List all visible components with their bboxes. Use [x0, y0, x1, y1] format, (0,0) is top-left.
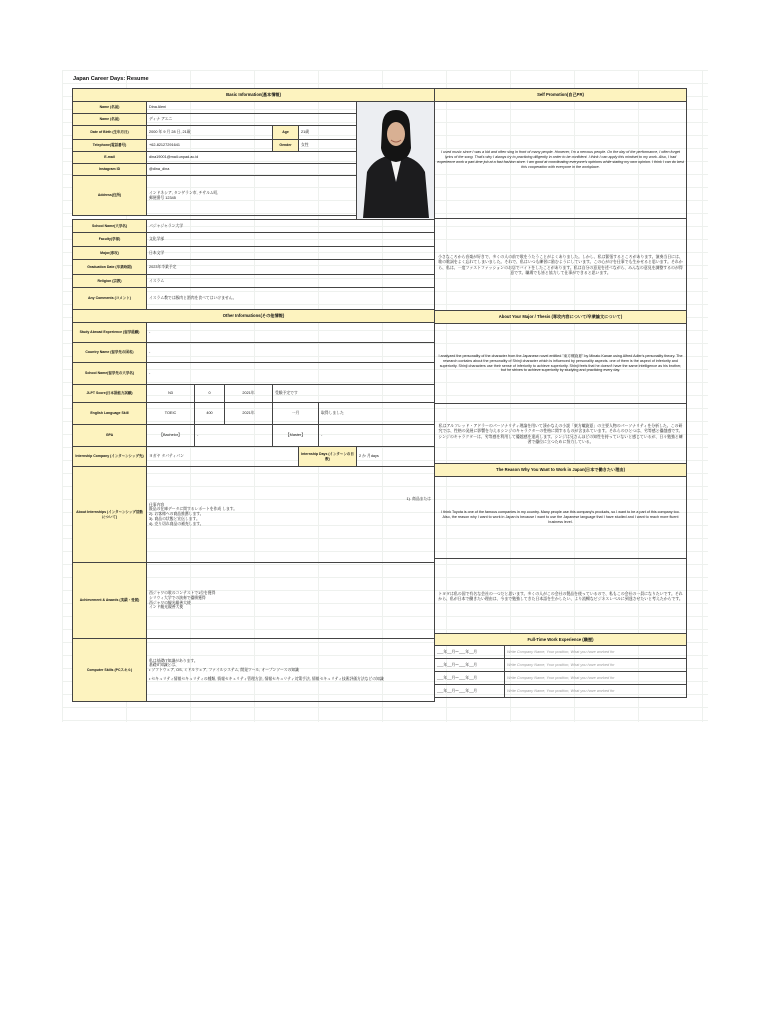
- name-label: Name (名前): [73, 102, 147, 114]
- intern-company-label: Internship Company (インターンシップ先): [73, 447, 147, 467]
- fulltime-date-1: ___年__月～___年__月: [435, 646, 505, 659]
- jlpt-level: N3: [147, 385, 195, 403]
- profile-photo-cell: [357, 102, 435, 220]
- address-value: [147, 176, 357, 216]
- intern-line-3: 2). お客様への商品推薦します。: [149, 512, 204, 517]
- intern-line-2: 既品の在庫データに関するレポートを作成 します。: [149, 507, 238, 512]
- computer-line-2: 基礎IT知識とは、: [149, 663, 179, 668]
- english-note: 取得しました: [319, 403, 435, 425]
- fulltime-desc-3: Write Company Name, Your position, What you have worked for: [505, 672, 687, 685]
- about-intern-value: [147, 467, 435, 563]
- study-abroad-label: Study Abroad Experience (留学経験): [73, 323, 147, 343]
- instagram-label: Instagram ID: [73, 164, 147, 176]
- major-value: 日本文学: [147, 247, 435, 260]
- gpa-bachelor-label: 【Bachelor】: [147, 425, 195, 447]
- fulltime-header: Full-Time Work Experience (職歴): [435, 634, 687, 646]
- kana-name-label: Name (名前): [73, 114, 147, 126]
- address-line-2: 郵便番号 12345: [149, 195, 176, 200]
- fulltime-date-3: ___年__月～___年__月: [435, 672, 505, 685]
- gender-value: 女性: [299, 140, 357, 152]
- jlpt-label: JLPT Score(日本語能力試験): [73, 385, 147, 403]
- english-month: 一月: [273, 403, 319, 425]
- study-abroad-value: -: [147, 323, 435, 343]
- person-photo-icon: [357, 102, 434, 218]
- reason-japanese: トヨタは私の国で有名な会社の一つだと思います。多くの人がこの会社の製品を使っているので、私もこの会社の一員になりたいです。それから、私が日本で働きたい理由は、今まで勉強してきた日本語を生かしたい、より流暢なビジネスレベルに到達させたいと考えたからです。: [435, 559, 687, 634]
- name-value: Dina Aleni: [147, 102, 357, 114]
- major-thesis-english: I analyzed the personality of the character from the Japanese novel entitled "東方螺旋夏" by Minato Kanae using Alfred Adler's personality theory. The research contains about the personality of Shinji character which is influenced by personality aspects. one of them is the aspect of inferiority and superiority. Shinji characters use their sense of inferiority to achieve superiority. Shinji feels that he doesn't have the same intelligence as his brother, but he strives to achieve superiority by studying and practicing every day.: [435, 324, 687, 404]
- dob-value: 2000 年 9 月 28 日, 21歳: [147, 126, 273, 140]
- address-line-1: インドネシア, タンゲラン市, チサルム町,: [149, 190, 219, 195]
- about-intern-label: About Internships (インターンシップ活動について): [73, 467, 147, 563]
- jlpt-note: 受験予定です: [273, 385, 435, 403]
- graduation-label: Graduation Date (卒業時期): [73, 260, 147, 275]
- computer-label: Computer Skills (PCスキル): [73, 639, 147, 702]
- gpa-master-label: 【Master】: [273, 425, 319, 447]
- self-pr-header: Self Promotion(自己PR): [435, 89, 687, 102]
- graduation-value: 2023年卒業予定: [147, 260, 435, 275]
- document-title: Japan Career Days: Resume: [73, 76, 149, 82]
- school-value: パジャジャラン大学: [147, 220, 435, 233]
- fulltime-date-4: ___年__月～___年__月: [435, 685, 505, 698]
- country-label: Country Name (留学先の国名): [73, 343, 147, 363]
- school-label: School Name(大学名): [73, 220, 147, 233]
- gpa-label: GPA: [73, 425, 147, 447]
- reason-english: I think Toyota is one of the famous companies in my country. Many people use this company's products, so I want to be a part of this company too. Also, the reason why I want to work in Japan is because I want to use the Japanese language that I have studied and I want to reach more fluent business level.: [435, 477, 687, 559]
- self-pr-japanese: 小さなころから音楽が好きで、多くの人の前で歌をうたうことがよくありました。しかし、私は緊張するところがあります。演奏当日には、歌の歌詞をよく忘れてしまいました。それで、私はいつも練習に励むようにしています。この心がけを仕事でも生かせると思います。それから、私は、一度ファストファッションのお店でバイトをしたことがあります。私は自分の意見を述べながら、みんなの意見を調整するのが得意です。職場でも皆と協力して仕事ができると思います。: [435, 219, 687, 311]
- achievement-label: Achievement & Awards (実績・受賞): [73, 563, 147, 639]
- achievement-line-3: 西ジャワの観光親善大使: [149, 600, 191, 605]
- intern-line-4: 3). 商品の状態と宣伝します。: [149, 516, 200, 521]
- reason-header: The Reason Why You Want to Work in Japan(日本で働きたい理由): [435, 464, 687, 477]
- computer-value: [147, 639, 435, 702]
- abroad-school-label: School Name(留学先の大学名): [73, 363, 147, 385]
- religion-label: Religion (宗教): [73, 275, 147, 288]
- comments-value: イスラム教では豚肉と酒肉を食べてはいけません。: [147, 288, 435, 310]
- gpa-master-value: -: [319, 425, 435, 447]
- computer-line-3: • ソフトウェア, OS, ミドルウェア, ファイルシステム, 開発ツール, オープンソースの知識: [149, 668, 299, 672]
- intern-line-1: 仕事内容: [149, 502, 165, 507]
- fulltime-desc-4: Write Company Name, Your position, What you have worked for: [505, 685, 687, 698]
- computer-line-5: • セキュリティ情報セキュリティの種類, 情報セキュリティ管理方法, 情報セキュリティ対策手法, 情報セキュリティ技術評価方法などの知識: [149, 676, 384, 681]
- jlpt-year: 2021年: [225, 385, 273, 403]
- left-table: [72, 88, 435, 702]
- profile-photo: [357, 102, 434, 219]
- fulltime-desc-2: Write Company Name, Your position, What you have worked for: [505, 659, 687, 672]
- age-label: Age: [273, 126, 299, 140]
- telephone-label: Telephone(電話番号): [73, 140, 147, 152]
- kana-name-value: ディナ アエニ: [147, 114, 357, 126]
- religion-value: イスラム: [147, 275, 435, 288]
- self-pr-english: I used music since I was a kid and often sing in front of many people. However, I'm a nervous people. On the day of the performance, I often forget lyrics of the song. That's why I always try to practicing diligently in order to be confident. I think I can apply this mindset to my work. Also, I had experience work a part-time job at a fast fashion store. I am good at coordinating everyone's opinions while stating my own opinion. I think I can do best this cooperation with everyone in the workplace.: [435, 102, 687, 219]
- intern-company-value: ヨガヤ タパティパン: [147, 447, 299, 467]
- english-test: TOEIC: [147, 403, 195, 425]
- english-year: 2021年: [225, 403, 273, 425]
- achievement-value: [147, 563, 435, 639]
- basic-info-header: Basic Information(基本情報): [73, 89, 435, 102]
- dob-label: Date of Birth (生年月日): [73, 126, 147, 140]
- achievement-line-1: 西ジャワの歌のコンテストで1位を獲得: [149, 591, 216, 596]
- faculty-value: 文化学部: [147, 233, 435, 247]
- other-info-header: Other Informations(その他情報): [73, 310, 435, 323]
- fulltime-date-2: ___年__月～___年__月: [435, 659, 505, 672]
- age-value: 21歳: [299, 126, 357, 140]
- telephone-value: +62-82127291641: [147, 140, 273, 152]
- email-label: E-mail: [73, 152, 147, 164]
- right-table: [434, 88, 687, 698]
- country-value: -: [147, 343, 435, 363]
- english-score: 400: [195, 403, 225, 425]
- computer-line-1: 私は基礎IT知識があります。: [149, 658, 198, 663]
- intern-days-label: Internship Days (インターンの日数): [299, 447, 357, 467]
- instagram-value: @dina_dina: [147, 164, 357, 176]
- intern-aside: 1). 商品または: [406, 497, 432, 501]
- abroad-school-value: -: [147, 363, 435, 385]
- major-thesis-header: About Your Major / Thesis (専攻内容について/卒業論文について): [435, 311, 687, 324]
- intern-days-value: 2 か 月days: [357, 447, 435, 467]
- gpa-bachelor-value: -: [195, 425, 273, 447]
- gender-label: Gender: [273, 140, 299, 152]
- comments-label: Any Comments (コメント): [73, 288, 147, 310]
- address-label: Address(住所): [73, 176, 147, 216]
- jlpt-score: 0: [195, 385, 225, 403]
- major-thesis-japanese: 私はアルフレッド・アドラーのパーソナリティ理論を用いて湊かなえの小説「東方螺旋夏」の主要人物のパーソナリティを分析した。この研究では、性格の発展に影響を与えるシンジのキャラクターの性格に関するものが含まれています。それらのひとつは、劣等感と優越感です。シンジのキャラクターは、劣等感を利用して優越感を達成します。シンジは兄さんほどの知性を持っていないと感じているが、日々勉強と練習で優位に立つために努力している。: [435, 404, 687, 464]
- intern-line-5: 4). 売り切れ商品の補充します。: [149, 521, 204, 526]
- achievement-line-2: シリウィ大学での演奏で優勝獲得: [149, 595, 206, 600]
- faculty-label: Faculty(学部): [73, 233, 147, 247]
- email-value: dina19001@mail.unpad.ac.id: [147, 152, 357, 164]
- major-label: Major(専攻): [73, 247, 147, 260]
- fulltime-desc-1: Write Company Name, Your position, What you have worked for: [505, 646, 687, 659]
- achievement-line-4: インド観光親善大使: [149, 605, 184, 610]
- english-label: English Language Skill: [73, 403, 147, 425]
